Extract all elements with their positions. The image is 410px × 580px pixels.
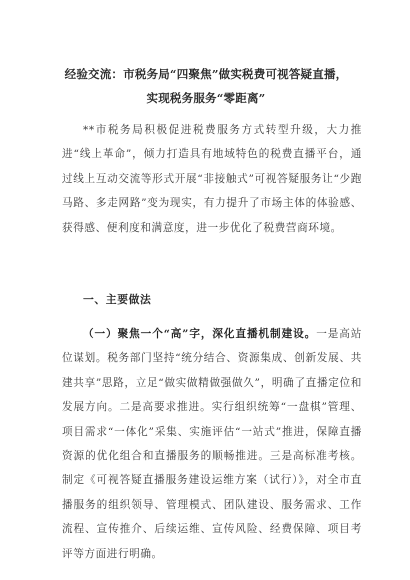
document-title-line-1: 经验交流：市税务局“四聚焦”做实税费可视答疑直播， [64, 67, 348, 81]
section-heading-main-practices: 一、主要做法 [83, 293, 152, 306]
practice-paragraph-1-body: 一是高站位谋划。税务部门坚持“统分结合、资源集成、创新发展、共建共享”思路，立足“做实做精做强做久”，明确了直播定位和发展方向。二是高要求推进。实行组织统筹“一盘棋”管理、项目需求“一体化”采集、实施评估“一站式”推进，保障直播资源的优化组合和直播服务的顺畅推进。三是高标准考核。制定《可视答疑直播服务建设运维方案（试行）》，对全市直播服务的组织领导、管理模式、团队建设、服务需求、工作流程、宣传推介、后续运维、宣传风险、经费保障、项目考评等方面进行明确。 [62, 328, 362, 560]
practice-paragraph-1 [62, 322, 362, 566]
intro-paragraph: **市税务局积极促进税费服务方式转型升级，大力推进“线上革命”，倾力打造具有地域特色的税费直播平台，通过线上互动交流等形式开展“非接触式”可视答疑服务让“少跑马路、多走网路”变为现实，有力提升了市场主体的体验感、获得感、便利度和满意度，进一步优化了税费营商环境。 [62, 124, 362, 234]
document-title-line-2: 实现税务服务“零距离” [146, 91, 266, 105]
practice-paragraph-1-lead: （一）聚焦一个“高”字，深化直播机制建设。 [83, 328, 317, 340]
